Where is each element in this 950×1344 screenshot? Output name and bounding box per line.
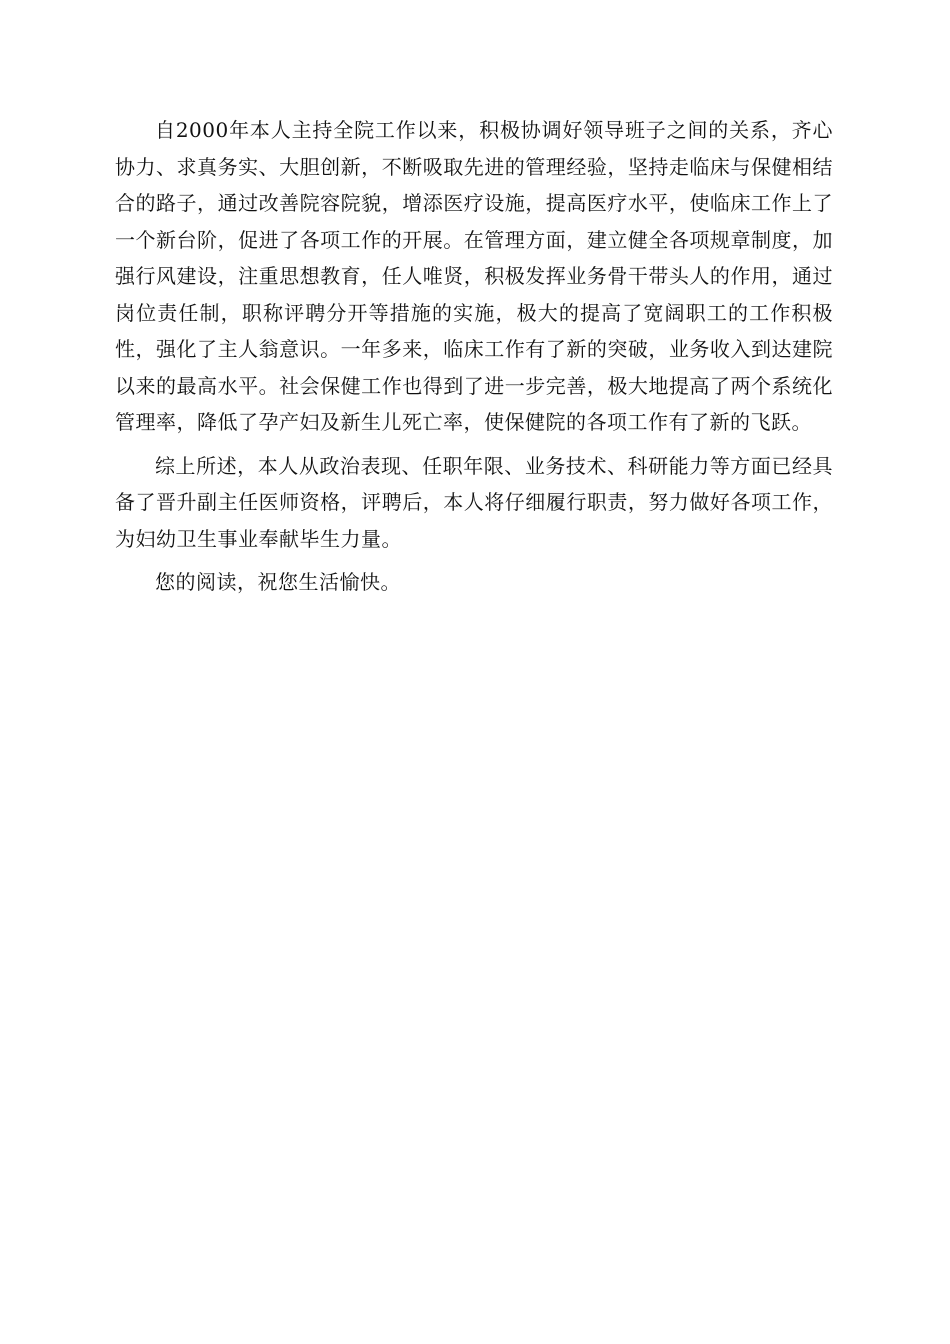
paragraph-closing: 您的阅读，祝您生活愉快。	[155, 570, 401, 594]
paragraph-conclusion: 综上所述，本人从政治表现、任职年限、业务技术、科研能力等方面已经具备了晋升副主任医师资格，评聘后，本人将仔细履行职责，努力做好各项工作，为妇幼卫生事业奉献毕生力量。	[115, 453, 833, 551]
paragraph-work-summary: 自2000年本人主持全院工作以来，积极协调好领导班子之间的关系，齐心协力、求真务实、大胆创新，不断吸取先进的管理经验，坚持走临床与保健相结合的路子，通过改善院容院貌，增添医疗设施，提高医疗水平，使临床工作上了一个新台阶，促进了各项工作的开展。在管理方面，建立健全各项规章制度，加强行风建设，注重思想教育，任人唯贤，积极发挥业务骨干带头人的作用，通过岗位责任制，职称评聘分开等措施的实施，极大的提高了宽阔职工的工作积极性，强化了主人翁意识。一年多来，临床工作有了新的突破，业务收入到达建院以来的最高水平。社会保健工作也得到了进一步完善，极大地提高了两个系统化管理率，降低了孕产妇及新生儿死亡率，使保健院的各项工作有了新的飞跃。	[115, 118, 833, 434]
document-body	[115, 112, 833, 601]
